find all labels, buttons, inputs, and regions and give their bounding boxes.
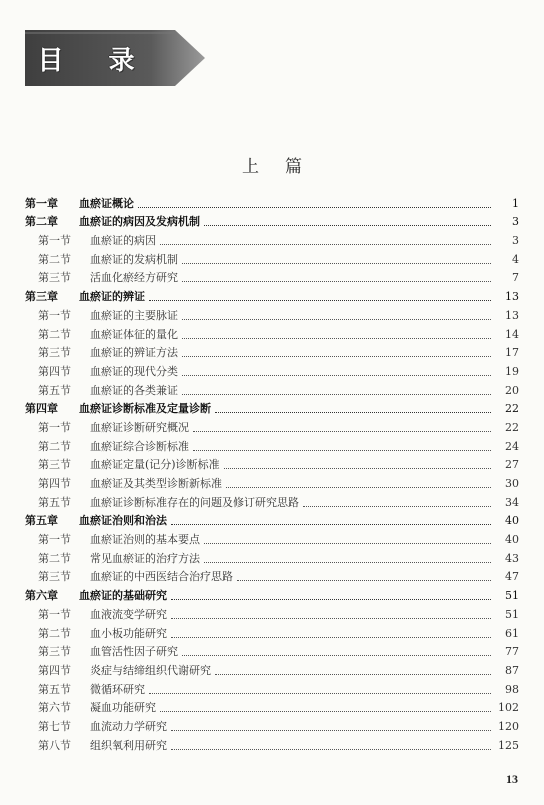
toc-section-entry[interactable]	[25, 566, 519, 585]
toc-entry-number: 第一节	[38, 420, 71, 434]
dot-leader	[237, 580, 491, 581]
dot-leader	[149, 300, 491, 301]
dot-leader	[171, 730, 491, 731]
toc-chapter-entry[interactable]	[25, 510, 519, 529]
toc-entry-label	[25, 215, 200, 229]
toc-entry-label	[38, 720, 167, 734]
toc-entry-title: 凝血功能研究	[90, 701, 156, 715]
toc-section-entry[interactable]	[25, 304, 519, 323]
dot-leader	[138, 207, 491, 208]
toc-entry-label	[25, 290, 145, 304]
toc-entry-page: 1	[512, 196, 519, 210]
toc-entry-page: 3	[512, 234, 519, 248]
toc-entry-page: 22	[505, 420, 519, 434]
dot-leader	[215, 412, 491, 413]
toc-entry-number: 第四节	[38, 663, 71, 677]
toc-entry-number: 第五节	[38, 495, 71, 509]
toc-entry-label	[38, 365, 178, 379]
toc-section-entry[interactable]	[25, 641, 519, 660]
toc-entry-title: 血瘀证诊断研究概况	[90, 420, 189, 434]
toc-entry-title: 血流动力学研究	[90, 719, 167, 733]
toc-entry-label	[38, 552, 200, 566]
toc-entry-title: 血瘀证的各类兼证	[90, 383, 178, 397]
toc-section-entry[interactable]	[25, 342, 519, 361]
toc-entry-page: 120	[498, 719, 519, 733]
dot-leader	[160, 711, 491, 712]
toc-section-entry[interactable]	[25, 454, 519, 473]
toc-entry-page: 7	[512, 271, 519, 285]
toc-section-entry[interactable]	[25, 697, 519, 716]
toc-entry-number: 第一节	[38, 234, 71, 248]
toc-entry-number: 第六节	[38, 701, 71, 715]
toc-entry-label	[38, 683, 145, 697]
toc-entry-number: 第五章	[25, 514, 58, 528]
toc-entry-page: 40	[505, 533, 519, 547]
toc-entry-title: 血瘀证体征的量化	[90, 327, 178, 341]
toc-entry-page: 17	[505, 346, 519, 360]
toc-section-entry[interactable]	[25, 622, 519, 641]
toc-entry-page: 24	[505, 439, 519, 453]
toc-entry-title: 血瘀证的辨证	[79, 290, 145, 304]
banner-title: 目 录	[37, 45, 153, 76]
toc-entry-label	[38, 739, 167, 753]
toc-entry-page: 51	[505, 607, 519, 621]
toc-section-entry[interactable]	[25, 435, 519, 454]
toc-entry-title: 血瘀证的主要脉证	[90, 308, 178, 322]
toc-entry-label	[38, 477, 222, 491]
toc-section-entry[interactable]	[25, 528, 519, 547]
toc-entry-label	[38, 440, 189, 454]
dot-leader	[204, 225, 491, 226]
toc-entry-number: 第三节	[38, 346, 71, 360]
toc-entry-number: 第四章	[25, 402, 58, 416]
toc-entry-number: 第三节	[38, 645, 71, 659]
toc-section-entry[interactable]	[25, 734, 519, 753]
dot-leader	[215, 674, 491, 675]
toc-section-entry[interactable]	[25, 248, 519, 267]
toc-entry-page: 61	[505, 626, 519, 640]
dot-leader	[149, 693, 491, 694]
toc-entry-number: 第一节	[38, 533, 71, 547]
toc-entry-number: 第三章	[25, 290, 58, 304]
dot-leader	[171, 637, 491, 638]
part-title: 上篇	[242, 157, 328, 177]
dot-leader	[171, 599, 491, 600]
toc-entry-title: 血小板功能研究	[90, 626, 167, 640]
toc-entry-label	[38, 496, 299, 510]
toc-entry-label	[38, 608, 167, 622]
toc-entry-title: 组织氧利用研究	[90, 738, 167, 752]
toc-section-entry[interactable]	[25, 547, 519, 566]
toc-section-entry[interactable]	[25, 659, 519, 678]
toc-entry-title: 血瘀证综合诊断标准	[90, 439, 189, 453]
toc-entry-title: 血瘀证的辨证方法	[90, 346, 178, 360]
toc-entry-title: 血液流变学研究	[90, 607, 167, 621]
dot-leader	[171, 749, 491, 750]
toc-entry-title: 血瘀证诊断标准存在的问题及修订研究思路	[90, 495, 299, 509]
toc-chapter-entry[interactable]	[25, 285, 519, 304]
toc-entry-number: 第一节	[38, 308, 71, 322]
toc-entry-title: 血瘀证的病因及发病机制	[79, 215, 200, 229]
toc-entry-number: 第二节	[38, 252, 71, 266]
toc-entry-title: 血瘀证的病因	[90, 234, 156, 248]
dot-leader	[182, 655, 491, 656]
toc-entry-label	[38, 458, 220, 472]
toc-entry-number: 第六章	[25, 589, 58, 603]
toc-entry-page: 40	[505, 514, 519, 528]
toc-entry-page: 87	[505, 663, 519, 677]
toc-entry-label	[38, 253, 178, 267]
dot-leader	[182, 263, 491, 264]
toc-entry-number: 第五节	[38, 383, 71, 397]
toc-entry-page: 13	[505, 290, 519, 304]
toc-entry-number: 第二节	[38, 626, 71, 640]
toc-entry-title: 血瘀证及其类型诊断新标准	[90, 477, 222, 490]
toc-entry-label	[38, 627, 167, 641]
toc-entry-label	[25, 514, 167, 528]
toc-entry-page: 51	[505, 589, 519, 603]
toc-entry-number: 第二章	[25, 215, 58, 229]
dot-leader	[171, 524, 491, 525]
toc-entry-label	[38, 664, 211, 678]
toc-entry-page: 3	[512, 215, 519, 229]
toc-entry-page: 4	[512, 252, 519, 266]
dot-leader	[303, 506, 491, 507]
toc-entry-number: 第五节	[38, 682, 71, 696]
toc-entry-number: 第二节	[38, 439, 71, 453]
dot-leader	[182, 394, 491, 395]
toc-entry-page: 125	[498, 738, 519, 752]
toc-entry-label	[38, 421, 189, 435]
toc-section-entry[interactable]	[25, 323, 519, 342]
toc-entry-number: 第七节	[38, 719, 71, 733]
toc-entry-title: 血瘀证定量(记分)诊断标准	[90, 458, 220, 472]
toc-entry-label	[38, 309, 178, 323]
toc-entry-number: 第三节	[38, 458, 71, 472]
toc-entry-page: 77	[505, 645, 519, 659]
toc-entry-title: 血瘀证的现代分类	[90, 364, 178, 378]
toc-banner	[25, 30, 205, 86]
page-number: 13	[506, 772, 518, 786]
toc-entry-page: 20	[505, 383, 519, 397]
toc-entry-page: 19	[505, 364, 519, 378]
toc-entry-label	[25, 197, 134, 211]
toc-entry-page: 34	[505, 495, 519, 509]
dot-leader	[182, 319, 491, 320]
toc-entry-title: 常见血瘀证的治疗方法	[90, 551, 200, 565]
toc-entry-label	[38, 384, 178, 398]
toc-entry-page: 47	[505, 570, 519, 584]
toc-entry-page: 43	[505, 551, 519, 565]
toc-entry-label	[38, 346, 178, 360]
toc-section-entry[interactable]	[25, 491, 519, 510]
table-of-contents	[25, 192, 519, 753]
toc-entry-label	[25, 589, 167, 603]
toc-entry-label	[38, 701, 156, 715]
dot-leader	[182, 338, 491, 339]
toc-entry-number: 第二节	[38, 551, 71, 565]
toc-entry-page: 98	[505, 682, 519, 696]
toc-entry-label	[25, 402, 211, 416]
toc-section-entry[interactable]	[25, 360, 519, 379]
toc-entry-title: 微循环研究	[90, 682, 145, 696]
dot-leader	[171, 618, 491, 619]
toc-section-entry[interactable]	[25, 229, 519, 248]
toc-entry-number: 第四节	[38, 477, 71, 490]
toc-entry-title: 血瘀证的中西医结合治疗思路	[90, 570, 233, 584]
toc-entry-number: 第一章	[25, 196, 58, 210]
toc-entry-label	[38, 271, 178, 285]
toc-chapter-entry[interactable]	[25, 398, 519, 417]
dot-leader	[182, 281, 491, 282]
toc-section-entry[interactable]	[25, 416, 519, 435]
toc-entry-title: 炎症与结缔组织代谢研究	[90, 663, 211, 677]
toc-entry-title: 血瘀证治则的基本要点	[90, 533, 200, 547]
toc-entry-title: 血管活性因子研究	[90, 645, 178, 659]
toc-entry-page: 14	[505, 327, 519, 341]
toc-entry-page: 102	[498, 701, 519, 715]
dot-leader	[182, 356, 491, 357]
dot-leader	[224, 468, 491, 469]
toc-entry-number: 第一节	[38, 607, 71, 621]
toc-section-entry[interactable]	[25, 715, 519, 734]
toc-entry-page: 13	[505, 308, 519, 322]
toc-entry-title: 活血化瘀经方研究	[90, 271, 178, 285]
toc-entry-title: 血瘀证治则和治法	[79, 514, 167, 528]
toc-entry-number: 第三节	[38, 570, 71, 584]
dot-leader	[160, 244, 491, 245]
toc-entry-page: 30	[505, 477, 519, 490]
toc-entry-title: 血瘀证的基础研究	[79, 589, 167, 603]
toc-entry-label	[38, 570, 233, 584]
toc-section-entry[interactable]	[25, 267, 519, 286]
toc-entry-title: 血瘀证的发病机制	[90, 252, 178, 266]
dot-leader	[204, 543, 491, 544]
toc-section-entry[interactable]	[25, 678, 519, 697]
dot-leader	[193, 450, 491, 451]
toc-section-entry[interactable]	[25, 379, 519, 398]
toc-chapter-entry[interactable]	[25, 584, 519, 603]
dot-leader	[226, 487, 491, 488]
toc-entry-number: 第四节	[38, 364, 71, 378]
toc-entry-label	[38, 533, 200, 547]
dot-leader	[193, 431, 491, 432]
toc-chapter-entry[interactable]	[25, 192, 519, 211]
dot-leader	[204, 562, 491, 563]
toc-entry-number: 第八节	[38, 738, 71, 752]
toc-entry-label	[38, 234, 156, 248]
toc-entry-number: 第三节	[38, 271, 71, 285]
toc-entry-label	[38, 645, 178, 659]
toc-entry-page: 22	[505, 402, 519, 416]
toc-entry-number: 第二节	[38, 327, 71, 341]
toc-entry-label	[38, 328, 178, 342]
toc-chapter-entry[interactable]	[25, 211, 519, 230]
toc-entry-page: 27	[505, 458, 519, 472]
toc-entry-title: 血瘀证诊断标准及定量诊断	[79, 402, 211, 416]
dot-leader	[182, 375, 491, 376]
toc-entry-title: 血瘀证概论	[79, 196, 134, 210]
toc-section-entry[interactable]	[25, 603, 519, 622]
toc-section-entry[interactable]	[25, 472, 519, 491]
